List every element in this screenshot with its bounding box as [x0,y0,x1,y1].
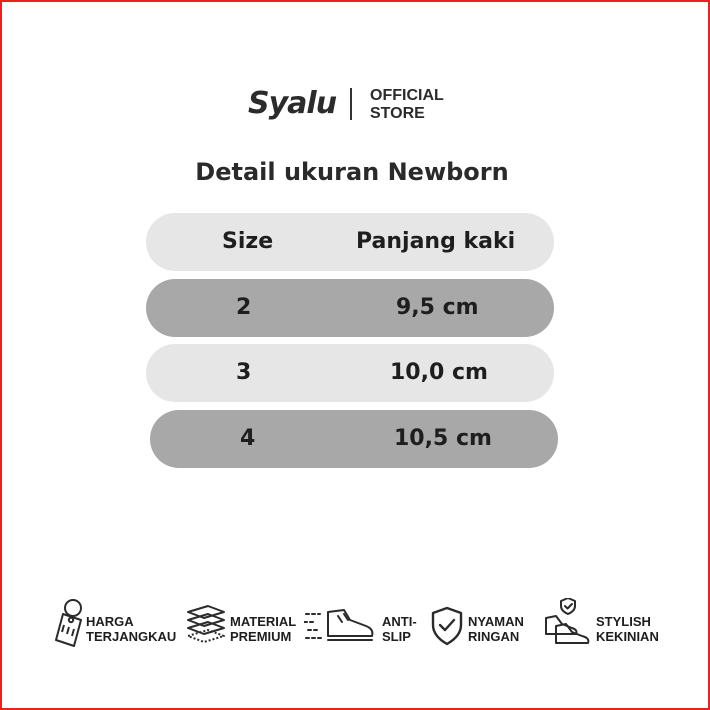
feature-line2: RINGAN [468,629,520,644]
feature-label [596,614,659,644]
feature-line1: ANTI- [382,614,417,629]
row-size: 3 [236,360,252,385]
row-size: 2 [236,295,252,320]
feature-label [86,614,176,644]
header-length: Panjang kaki [356,229,516,254]
shoe-icon [304,598,378,650]
brand-logo: Syalu [248,86,337,121]
feature-line2: SLIP [382,629,411,644]
page-title: Detail ukuran Newborn [195,158,509,186]
feature-line1: STYLISH [596,614,651,629]
feature-stylish-kekinian [542,598,666,650]
feature-material-premium [184,598,302,650]
row-length: 10,5 cm [394,426,492,451]
table-row [146,344,554,402]
brand-divider [350,88,352,120]
feature-line2: KEKINIAN [596,629,659,644]
stacked-shoes-icon [542,598,594,650]
feature-line2: TERJANGKAU [86,629,177,644]
feature-label [230,614,296,644]
table-header-row [146,213,554,271]
row-length: 9,5 cm [396,295,479,320]
feature-anti-slip [304,598,424,650]
feature-nyaman-ringan [428,598,538,650]
feature-harga-terjangkau [50,598,180,650]
row-size: 4 [240,426,256,451]
official-store-line1: OFFICIAL [370,87,444,104]
price-tag-icon [50,598,88,650]
table-row [150,410,558,468]
feature-line1: MATERIAL [230,614,297,629]
feature-label [468,614,524,644]
official-store-label [370,87,444,123]
feature-line2: PREMIUM [230,629,292,644]
layers-icon [184,598,228,650]
feature-label [382,614,417,644]
feature-line1: NYAMAN [468,614,524,629]
table-row [146,279,554,337]
feature-line1: HARGA [86,614,134,629]
row-length: 10,0 cm [390,360,488,385]
official-store-line2: STORE [370,105,425,122]
header-size: Size [222,229,274,254]
shield-check-icon [428,598,466,650]
